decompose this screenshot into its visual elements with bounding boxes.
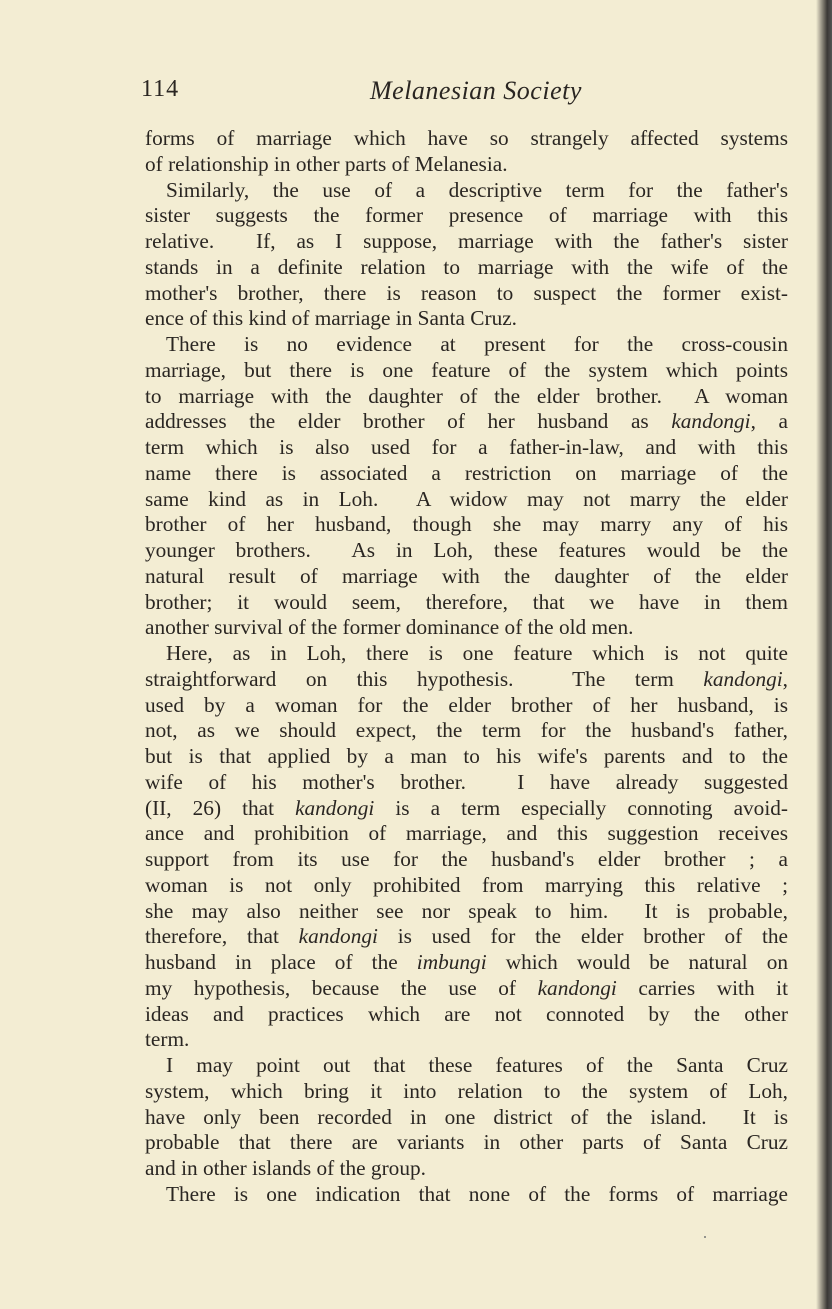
text-line: [145, 152, 788, 178]
text-segment: my hypothesis, because the use of: [145, 975, 538, 1000]
text-segment: is a term especially connoting avoid-: [374, 795, 788, 820]
text-line: [145, 821, 788, 847]
text-segment: she may also neither see nor speak to him. It is probable,: [145, 898, 788, 923]
page-number: 114: [141, 76, 180, 102]
paragraph: [145, 1182, 788, 1208]
text-segment: therefore, that: [145, 924, 299, 949]
text-segment: younger brothers. As in Loh, these features would be the: [145, 538, 788, 562]
text-line: [145, 487, 788, 513]
italic-term: kandongi: [295, 795, 375, 820]
text-line: [145, 461, 788, 487]
text-line: [145, 1079, 788, 1105]
text-line: [145, 950, 788, 976]
text-line: [145, 435, 788, 461]
text-segment: ,: [782, 666, 788, 691]
italic-term: kandongi: [703, 666, 783, 691]
text-segment: relative. If, as I suppose, marriage with the father's sister: [145, 229, 788, 253]
text-line: [145, 1130, 788, 1156]
text-segment: I may point out that these features of the Santa Cruz: [166, 1053, 788, 1077]
text-line: [145, 1105, 788, 1131]
text-segment: There is one indication that none of the forms of marriage: [166, 1181, 788, 1206]
text-line: [145, 873, 788, 899]
text-line: [145, 564, 788, 590]
paragraph: [145, 178, 788, 333]
text-segment: stands in a definite relation to marriage with the wife of the: [145, 254, 788, 279]
text-line: [145, 641, 788, 667]
text-line: [145, 924, 788, 950]
text-line: [145, 1182, 788, 1208]
text-segment: brother of her husband, though she may marry any of his: [145, 512, 788, 537]
text-line: [145, 538, 788, 564]
text-segment: of relationship in other parts of Melanesia.: [145, 151, 508, 176]
text-segment: ideas and practices which are not connoted by the other: [145, 1001, 788, 1026]
text-line: [145, 796, 788, 822]
text-segment: sister suggests the former presence of marriage with this: [145, 203, 788, 228]
text-line: [145, 847, 788, 873]
text-line: [145, 1002, 788, 1028]
running-header: [141, 76, 787, 110]
text-line: [145, 332, 788, 358]
text-segment: term.: [145, 1027, 190, 1052]
paragraph: [145, 332, 788, 641]
text-line: [145, 229, 788, 255]
text-segment: to marriage with the daughter of the elder brother. A woman: [145, 383, 788, 408]
text-segment: straightforward on this hypothesis. The term: [145, 666, 704, 691]
text-segment: used by a woman for the elder brother of her husband, is: [145, 692, 788, 717]
running-title: Melanesian Society: [370, 76, 582, 105]
text-line: [145, 255, 788, 281]
scan-speck: [704, 1236, 706, 1238]
text-segment: same kind as in Loh. A widow may not marry the elder: [145, 486, 788, 511]
text-segment: probable that there are variants in other parts of Santa Cruz: [145, 1130, 788, 1155]
text-line: [145, 693, 788, 719]
italic-term: kandongi: [298, 924, 378, 949]
text-line: [145, 667, 788, 693]
text-line: [145, 384, 788, 410]
text-segment: name there is associated a restriction on marriage of the: [145, 460, 788, 485]
text-segment: mother's brother, there is reason to suspect the former exist-: [145, 280, 788, 305]
text-segment: brother; it would seem, therefore, that we have in them: [145, 589, 788, 614]
text-segment: is used for the elder brother of the: [377, 924, 788, 949]
text-line: [145, 770, 788, 796]
text-segment: , a: [750, 409, 788, 434]
text-segment: forms of marriage which have so strangely affected systems: [145, 126, 788, 150]
text-segment: but is that applied by a man to his wife's parents and to the: [145, 744, 788, 768]
text-segment: and in other islands of the group.: [145, 1156, 426, 1180]
text-line: [145, 1027, 788, 1053]
text-segment: addresses the elder brother of her husband as: [145, 409, 672, 434]
paragraph: [145, 1053, 788, 1182]
text-line: [145, 203, 788, 229]
italic-term: imbungi: [416, 950, 487, 974]
text-line: [145, 615, 788, 641]
page-edge-shadow: [816, 0, 832, 1309]
text-segment: not, as we should expect, the term for the husband's father,: [145, 718, 788, 743]
text-segment: have only been recorded in one district of the island. It is: [145, 1104, 788, 1129]
text-segment: another survival of the former dominance of the old men.: [145, 615, 634, 640]
page-body-text: [145, 126, 788, 1208]
text-segment: system, which bring it into relation to the system of Loh,: [145, 1078, 788, 1103]
text-line: [145, 409, 788, 435]
text-segment: (II, 26) that: [145, 795, 296, 820]
text-line: [145, 358, 788, 384]
text-segment: woman is not only prohibited from marrying this relative ;: [145, 872, 788, 897]
text-segment: Here, as in Loh, there is one feature which is not quite: [166, 641, 788, 665]
text-line: [145, 512, 788, 538]
text-segment: Similarly, the use of a descriptive term for the father's: [166, 177, 788, 202]
italic-term: kandongi: [671, 409, 751, 434]
text-segment: There is no evidence at present for the cross-cousin: [166, 332, 788, 356]
text-line: [145, 976, 788, 1002]
paragraph: [145, 641, 788, 1053]
text-line: [145, 281, 788, 307]
text-segment: term which is also used for a father-in-law, and with this: [145, 435, 788, 459]
text-segment: which would be natural on: [486, 950, 788, 974]
text-segment: marriage, but there is one feature of the system which points: [145, 357, 788, 382]
italic-term: kandongi: [537, 975, 617, 1000]
text-line: [145, 718, 788, 744]
text-line: [145, 590, 788, 616]
text-segment: support from its use for the husband's elder brother ; a: [145, 847, 788, 871]
text-line: [145, 1053, 788, 1079]
text-segment: husband in place of the: [145, 950, 417, 974]
text-line: [145, 1156, 788, 1182]
text-segment: ance and prohibition of marriage, and this suggestion receives: [145, 821, 788, 846]
text-line: [145, 178, 788, 204]
paragraph: [145, 126, 788, 178]
text-line: [145, 306, 788, 332]
text-line: [145, 899, 788, 925]
text-segment: ence of this kind of marriage in Santa Cruz.: [145, 306, 517, 331]
text-segment: natural result of marriage with the daughter of the elder: [145, 563, 788, 588]
text-line: [145, 126, 788, 152]
text-segment: wife of his mother's brother. I have already suggested: [145, 769, 788, 794]
text-line: [145, 744, 788, 770]
text-segment: carries with it: [616, 975, 788, 1000]
